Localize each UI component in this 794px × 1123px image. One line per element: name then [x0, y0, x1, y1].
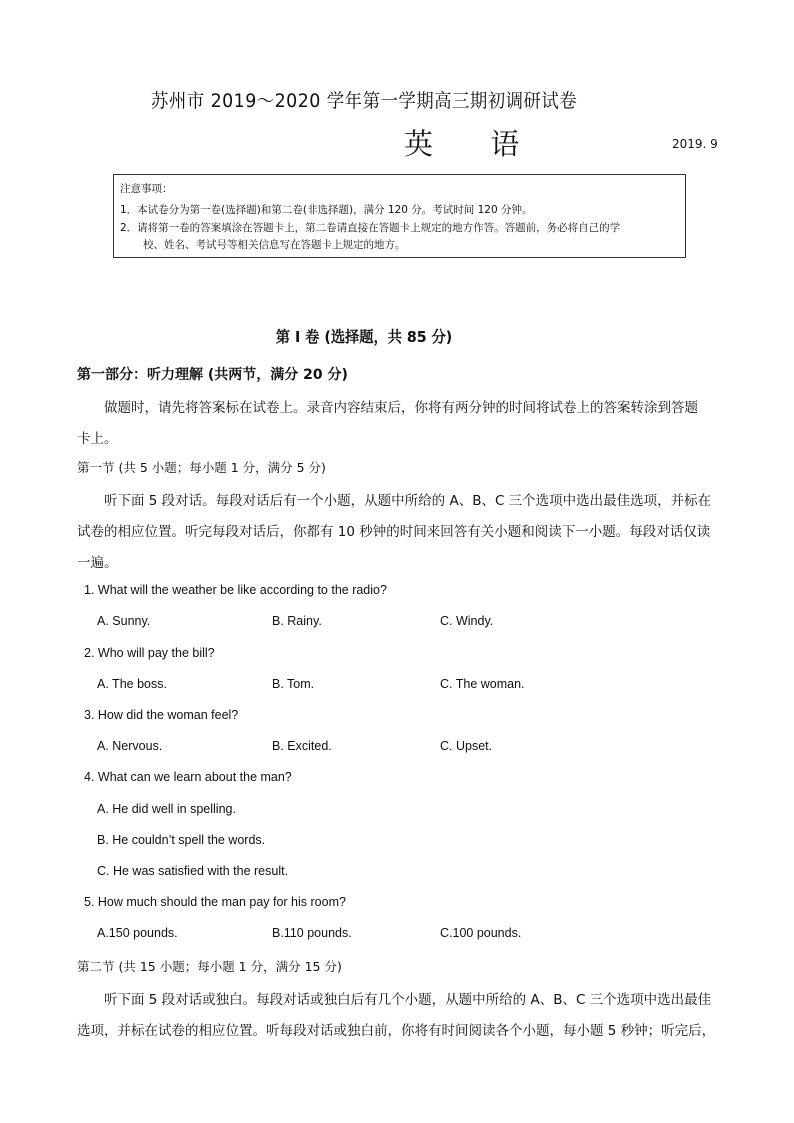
notice-item-2: 2．请将第一卷的答案填涂在答题卡上，第二卷请直接在答题卡上规定的地方作答。答题前，务必将自己的学 — [120, 222, 621, 234]
question-3-option-a: A. Nervous. — [97, 739, 163, 753]
question-3-stem: 3. How did the woman feel? — [84, 708, 239, 722]
question-1-option-a: A. Sunny. — [97, 614, 151, 628]
section1-heading: 第一节 (共 5 小题；每小题 1 分，满分 5 分) — [77, 460, 326, 475]
subject-title: 英 语 — [404, 127, 544, 161]
question-1-stem: 1. What will the weather be like according to the radio? — [84, 583, 387, 597]
part1-intro-line2: 卡上。 — [77, 431, 118, 447]
exam-title: 苏州市 2019～2020 学年第一学期高三期初调研试卷 — [150, 90, 578, 112]
question-4-option-a: A. He did well in spelling. — [97, 802, 236, 816]
question-4-option-b: B. He couldn’t spell the words. — [97, 833, 266, 847]
question-5-option-b: B.110 pounds. — [272, 926, 352, 940]
question-5-option-c: C.100 pounds. — [440, 926, 522, 940]
question-2-option-b: B. Tom. — [272, 677, 315, 691]
section2-intro-line2: 选项，并标在试卷的相应位置。听每段对话或独白前，你将有时间阅读各个小题，每小题 5 秒钟；听完后， — [77, 1023, 716, 1039]
question-4-option-c: C. He was satisfied with the result. — [97, 864, 289, 878]
section1-intro-line3: 一遍。 — [77, 555, 118, 571]
question-5-stem: 5. How much should the man pay for his room? — [84, 895, 346, 909]
part1-intro-line1: 做题时，请先将答案标在试卷上。录音内容结束后，你将有两分钟的时间将试卷上的答案转涂到答题 — [104, 400, 698, 416]
question-2-option-c: C. The woman. — [440, 677, 525, 691]
part1-heading: 第一部分：听力理解 (共两节，满分 20 分) — [77, 367, 348, 383]
question-2-option-a: A. The boss. — [97, 677, 167, 691]
section2-intro-line1: 听下面 5 段对话或独白。每段对话或独白后有几个小题，从题中所给的 A、B、C 三个选项中选出最佳 — [104, 992, 712, 1008]
notice-heading: 注意事项： — [120, 183, 173, 195]
notice-box — [113, 174, 686, 258]
question-3-option-b: B. Excited. — [272, 739, 332, 753]
question-4-stem: 4. What can we learn about the man? — [84, 770, 292, 784]
section2-heading: 第二节 (共 15 小题；每小题 1 分，满分 15 分) — [77, 959, 342, 974]
question-1-option-c: C. Windy. — [440, 614, 494, 628]
notice-item-2-cont: 校、姓名、考试号等相关信息写在答题卡上规定的地方。 — [143, 239, 406, 251]
volume-title: 第 I 卷 (选择题，共 85 分) — [275, 328, 453, 346]
exam-date: 2019. 9 — [672, 137, 718, 151]
section1-intro-line2: 试卷的相应位置。听完每段对话后，你都有 10 秒钟的时间来回答有关小题和阅读下一小题。每段对话仅读 — [77, 524, 711, 540]
section1-intro-line1: 听下面 5 段对话。每段对话后有一个小题，从题中所给的 A、B、C 三个选项中选出最佳选项，并标在 — [104, 493, 712, 509]
notice-item-1: 1．本试卷分为第一卷(选择题)和第二卷(非选择题)，满分 120 分。考试时间 120 分钟。 — [120, 204, 533, 216]
question-3-option-c: C. Upset. — [440, 739, 493, 753]
question-5-option-a: A.150 pounds. — [97, 926, 178, 940]
question-1-option-b: B. Rainy. — [272, 614, 322, 628]
question-2-stem: 2. Who will pay the bill? — [84, 646, 215, 660]
